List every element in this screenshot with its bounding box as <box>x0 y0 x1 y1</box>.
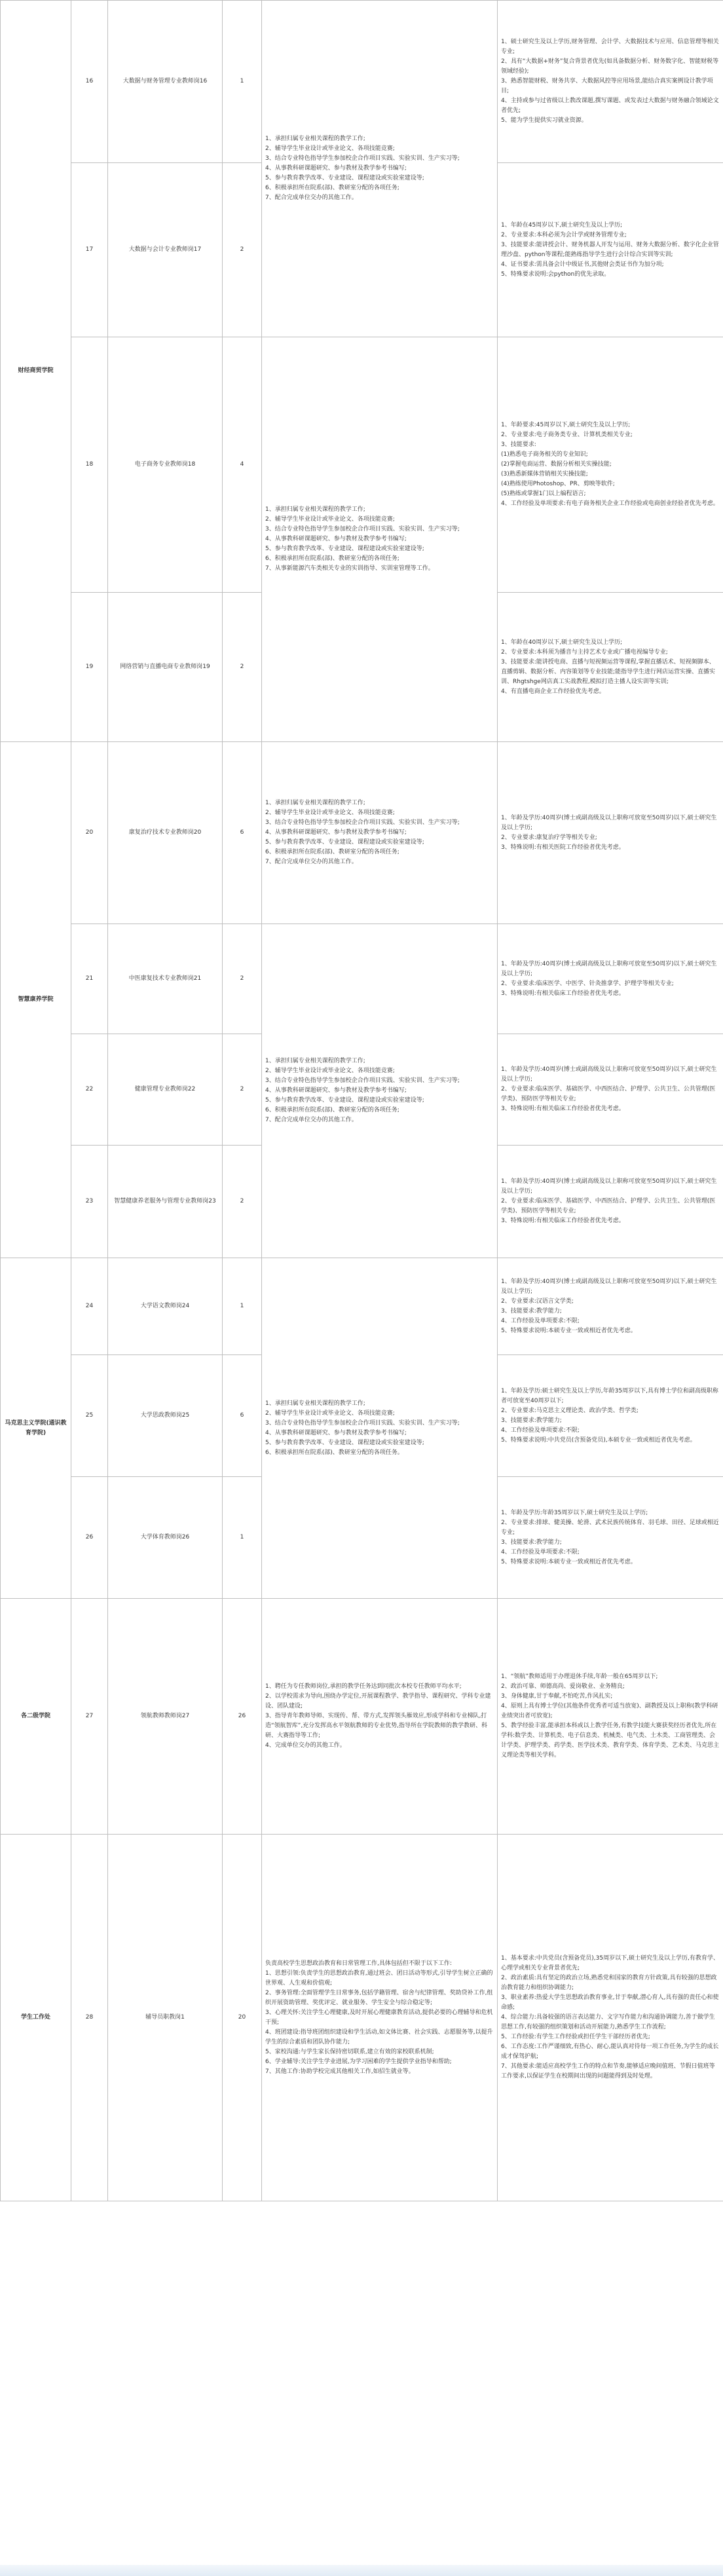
dept-cell: 各二级学院 <box>1 1599 71 1835</box>
cell-line: 4、从事教科研课题研究、参与教材及教学参考书编写; <box>265 829 407 836</box>
cell-line: 3、结合专业特色指导学生参加校企合作项目实践、实验实训、生产实习等; <box>265 1419 460 1427</box>
position-cell: 网络营销与直播电商专业教师岗19 <box>108 593 223 742</box>
cell-line: 4、综合能力:具备较强的语言表达能力、文字写作能力和沟通协调能力,善于做学生思想工作,有较强的组织策划和活动开展能力,熟悉学生工作流程; <box>501 2014 715 2030</box>
cell-line: 2、事务管理:全面管理学生日常事务,包括学籍管理、宿舍与纪律管理、奖助贷补工作,组织开展资助管理、奖优评定、就业服务、学生安全与综合稳定等; <box>265 1989 493 2006</box>
cell-line: 6、积极承担所在院系(部)、教研室分配的各项任务; <box>265 849 399 855</box>
cell-line: 4、从事教科研课题研究、参与教材及教学参考书编写; <box>265 165 407 172</box>
cell-line: 6、学业辅导:关注学生学业进展,为学习困难的学生提供学业指导和帮助; <box>265 2058 452 2065</box>
cell-line: 5、特殊要求说明:本硕专业一致或相近者优先考虑。 <box>501 1327 637 1334</box>
cell-line: 4、主持或参与过省级以上教改课题,撰写课题、或发表过大数据与财务融合领域论文者优先; <box>501 98 719 114</box>
position-cell: 辅导员职教岗1 <box>108 1835 223 2201</box>
cell-line: (1)熟悉电子商务相关的专业知识; <box>501 451 588 458</box>
cell-line: 2、专业要求:康复治疗学等相关专业; <box>501 834 597 841</box>
cell-line: 5、参与教育教学改革、专业建设、课程建设或实验室建设等; <box>265 839 424 846</box>
cell-line: 7、其他工作:协助学校完成其他相关工作,如招生就业等。 <box>265 2068 415 2075</box>
cell-line: 1、年龄及学历:40周岁(博士或副高级及以上职称可放宽至50周岁)以下,硕士研究生及以上学历; <box>501 814 717 831</box>
cell-line: 5、参与教育教学改革、专业建设、课程建设或实验室建设等; <box>265 1097 424 1104</box>
requirement-cell <box>498 1034 723 1146</box>
seq-cell: 18 <box>71 337 108 593</box>
cell-line: 3、特殊说明:有相关医院工作经验者优先考虑。 <box>501 844 625 851</box>
cell-line: 负责高校学生思想政治教育和日常管理工作,具体包括但不限于以下工作: <box>265 1960 452 1967</box>
duty-cell <box>262 1599 498 1835</box>
cell-line: 4、工作经验及单项要求:不限; <box>501 1427 580 1434</box>
position-cell: 康复治疗技术专业教师岗20 <box>108 742 223 924</box>
cell-line: 3、技能要求:教学能力; <box>501 1539 562 1546</box>
cell-line: 2、专业要求:排球、健美操、轮滑、武术民族传统体育、羽毛球、田径、足球或相近专业; <box>501 1519 719 1536</box>
cell-line: 5、参与教育教学改革、专业建设、课程建设或实验室建设等; <box>265 1439 424 1446</box>
cell-line: (5)熟练或掌握1门以上编程语言; <box>501 491 586 497</box>
position-cell: 大学思政教师岗25 <box>108 1355 223 1477</box>
cell-line: 7、配合完成单位交办的其他工作。 <box>265 859 358 865</box>
cell-line: 3、技能要求: <box>501 441 536 448</box>
count-cell: 20 <box>223 1835 262 2201</box>
cell-line: 3、技能要求:能讲授会计、财务机器人开发与运用、财务大数据分析、数字化企业管理沙盘、python等课程;能熟练指导学生进行会计综合实训等实训; <box>501 241 719 258</box>
cell-line: (3)熟悉新媒体营销相关实操技能; <box>501 471 588 477</box>
count-cell: 2 <box>223 924 262 1034</box>
cell-line: 4、证书要求:需具备会计中级证书,其他财会类证书作为加分项; <box>501 261 664 268</box>
cell-line: 1、思想引领:负责学生的思想政治教育,通过班会、团日活动等形式,引导学生树立正确的世界观、人生观和价值观; <box>265 1969 493 1987</box>
duty-cell <box>262 1258 498 1599</box>
count-cell: 2 <box>223 593 262 742</box>
table-row <box>1 1599 723 1835</box>
duty-cell <box>262 1 498 337</box>
cell-line: 5、工作经验:有学生工作经验或担任学生干部经历者优先; <box>501 2034 650 2040</box>
cell-line: 3、指导青年教师导师、实现传、帮、带方式,发挥领头雁效应,形成学科和专业梯队,打造“领航智库”,充分发挥高水平领航教师的专业优势,指导所在学院教师的教学教研、科研、大赛指导等工作; <box>265 1713 488 1739</box>
cell-line: 4、有直播电商企业工作经验优先考虑。 <box>501 688 605 695</box>
cell-line: 5、特殊要求说明:中共党员(含预备党员),本硕专业一致或相近者优先考虑。 <box>501 1436 696 1444</box>
seq-cell: 20 <box>71 742 108 924</box>
cell-line: 3、特殊说明:有相关临床工作经验者优先考虑。 <box>501 1218 625 1224</box>
seq-cell: 17 <box>71 163 108 337</box>
position-cell: 智慧健康养老服务与管理专业教师岗23 <box>108 1146 223 1258</box>
cell-line: 5、特殊要求说明:本硕专业一致或相近者优先考虑。 <box>501 1558 637 1565</box>
requirement-cell <box>498 1258 723 1355</box>
seq-cell: 21 <box>71 924 108 1034</box>
cell-line: 2、辅导学生毕业设计或毕业论文、各项技能竞赛; <box>265 1068 395 1074</box>
cell-line: 2、辅导学生毕业设计或毕业论文、各项技能竞赛; <box>265 145 395 152</box>
cell-line: 2、专业要求:临床医学、中医学、针灸推拿学、护理学等相关专业; <box>501 980 674 987</box>
count-cell: 6 <box>223 1355 262 1477</box>
cell-line: 7、配合完成单位交办的其他工作。 <box>265 195 358 201</box>
cell-line: 1、年龄及学历:硕士研究生及以上学历,年龄35周岁以下,具有博士学位和副高级职称者可放宽至40周岁以下; <box>501 1387 718 1404</box>
cell-line: 3、结合专业特色指导学生参加校企合作项目实践、实验实训、生产实习等; <box>265 819 460 826</box>
requirement-cell <box>498 1355 723 1477</box>
cell-line: 1、年龄及学历:年龄35周岁以下,硕士研究生及以上学历; <box>501 1509 648 1516</box>
position-cell: 电子商务专业教师岗18 <box>108 337 223 593</box>
cell-line: 5、特殊要求说明:会python的优先录取。 <box>501 271 610 278</box>
cell-line: 5、参与教育教学改革、专业建设、课程建设或实验室建设等; <box>265 175 424 181</box>
duty-cell <box>262 742 498 924</box>
cell-line: 6、积极承担所在院系(部)、教研室分配的各项任务; <box>265 185 399 191</box>
duty-cell <box>262 337 498 742</box>
cell-line: 4、工作经验及单项要求:有电子商务相关企业工作经验或电商创业经验者优先考虑。 <box>501 500 719 507</box>
cell-line: 4、班团建设:指导班团组织建设和学生活动,如文体比赛、社会实践、志愿服务等,以提升学生的综合素质和团队协作能力; <box>265 2028 493 2045</box>
requirement-cell <box>498 924 723 1034</box>
cell-line: 2、专业要求:汉语言文学类; <box>501 1297 574 1305</box>
cell-line: 1、年龄及学历:40周岁(博士或副高级及以上职称可放宽至50周岁)以下,硕士研究生及以上学历; <box>501 1178 717 1195</box>
cell-line: 1、承担归属专业相关课程的教学工作; <box>265 136 365 142</box>
cell-line: 6、工作态度:工作严谨细致,有热心、耐心,能认真对待每一项工作任务,为学生的成长成才保驾护航; <box>501 2044 719 2060</box>
table-row <box>1 337 723 593</box>
cell-line: 1、聘任为专任教师岗位,承担的教学任务达到同批次本校专任教师平均水平; <box>265 1683 462 1690</box>
cell-line: 6、积极承担所在院系(部)、教研室分配的各项任务; <box>265 1107 399 1113</box>
requirement-cell <box>498 1 723 163</box>
cell-line: 2、辅导学生毕业设计或毕业论文、各项技能竞赛; <box>265 516 395 523</box>
cell-line: 5、家校沟通:与学生家长保持密切联系,建立有效的家校联系机制; <box>265 2048 434 2055</box>
cell-line: 3、技能要求:教学能力; <box>501 1307 562 1315</box>
cell-line: 2、专业要求:电子商务类专业、计算机类相关专业; <box>501 432 633 438</box>
cell-line: 2、专业要求:临床医学、基础医学、中西医结合、护理学、公共卫生、公共管理(医学类)、预防医学等相关专业; <box>501 1086 716 1102</box>
cell-line: 1、年龄及学历:40周岁(博士或副高级及以上职称可放宽至50周岁)以下,硕士研究生及以上学历; <box>501 960 717 977</box>
cell-line: 3、结合专业特色指导学生参加校企合作项目实践、实验实训、生产实习等; <box>265 155 460 162</box>
dept-cell: 马克思主义学院(通识教育学院) <box>1 1258 71 1599</box>
seq-cell: 22 <box>71 1034 108 1146</box>
count-cell: 26 <box>223 1599 262 1835</box>
seq-cell: 25 <box>71 1355 108 1477</box>
cell-line: 2、具有“大数据+财务”复合背景者优先(如具备数据分析、财务数字化、智能财税等领域经验); <box>501 58 719 75</box>
cell-line: 7、配合完成单位交办的其他工作。 <box>265 1117 358 1123</box>
dept-cell: 学生工作处 <box>1 1835 71 2201</box>
cell-line: 3、熟悉智能财税、财务共享、大数据风控等应用场景,能结合真实案例设计教学项目; <box>501 78 713 94</box>
position-cell: 大数据与会计专业教师岗17 <box>108 163 223 337</box>
cell-line: 3、职业素养:热爱大学生思想政治教育事业,甘于奉献,潜心育人,具有强的责任心和使命感; <box>501 1994 719 2011</box>
count-cell: 4 <box>223 337 262 593</box>
requirement-cell <box>498 163 723 337</box>
table-row <box>1 1 723 163</box>
cell-line: 1、硕士研究生及以上学历,财务管理、会计学、大数据技术与应用、信息管理等相关专业; <box>501 39 719 55</box>
cell-line: 1、年龄在45周岁以下,硕士研究生及以上学历; <box>501 221 623 229</box>
table-row <box>1 742 723 924</box>
cell-line: 3、结合专业特色指导学生参加校企合作项目实践、实验实训、生产实习等; <box>265 526 460 532</box>
cell-line: 2、辅导学生毕业设计或毕业论文、各项技能竞赛; <box>265 810 395 816</box>
cell-line: (2)掌握电商运营、数据分析相关实操技能; <box>501 461 612 468</box>
cell-line: 4、从事教科研课题研究、参与教材及教学参考书编写; <box>265 1087 407 1094</box>
requirement-cell <box>498 593 723 742</box>
cell-line: 1、年龄在40周岁以下,硕士研究生及以上学历; <box>501 639 623 646</box>
cell-line: 5、能为学生提供实习就业资源。 <box>501 117 587 124</box>
cell-line: 4、从事教科研课题研究、参与教材及教学参考书编写; <box>265 536 407 542</box>
count-cell: 1 <box>223 1477 262 1599</box>
dept-cell: 智慧康养学院 <box>1 742 71 1258</box>
cell-line: 2、政治素质:具有坚定的政治立场,熟悉党和国家的教育方针政策,具有较强的思想政治教育能力和组织协调能力; <box>501 1975 717 1991</box>
table-row <box>1 1835 723 2201</box>
cell-line: 6、积极承担所在院系(部)、教研室分配的各项任务; <box>265 555 399 562</box>
cell-line: 4、原则上具有博士学位(其他条件优秀者可适当放宽)、副教授及以上职称(教学科研业绩突出者可放宽); <box>501 1703 718 1719</box>
cell-line: 3、结合专业特色指导学生参加校企合作项目实践、实验实训、生产实习等; <box>265 1077 460 1084</box>
cell-line: 1、“领航”教师适用于办理退休手续,年龄一般在65周岁以下; <box>501 1673 658 1680</box>
position-cell: 大学体育教师岗26 <box>108 1477 223 1599</box>
count-cell: 1 <box>223 1 262 163</box>
cell-line: 5、参与教育教学改革、专业建设、课程建设或实验室建设等; <box>265 546 424 552</box>
position-cell: 大学语文教师岗24 <box>108 1258 223 1355</box>
count-cell: 2 <box>223 1146 262 1258</box>
position-cell: 领航教师教师岗27 <box>108 1599 223 1835</box>
cell-line: (4)熟练使用Photoshop、PR、剪映等软件; <box>501 481 615 487</box>
cell-line: 1、基本要求:中共党员(含预备党员),35周岁以下,硕士研究生及以上学历,有教育学、心理学或相关专业背景者优先; <box>501 1955 719 1971</box>
duty-cell <box>262 1835 498 2201</box>
cell-line: 2、政治可靠、师德高尚、爱岗敬业、业务精良; <box>501 1683 625 1690</box>
count-cell: 6 <box>223 742 262 924</box>
cell-line: 7、其他要求:能适应高校学生工作的特点和节奏,能够适应晚间值班、节假日值班等工作要求,以保证学生在校期间出现的问题能得到及时处理。 <box>501 2063 715 2080</box>
seq-cell: 23 <box>71 1146 108 1258</box>
cell-line: 2、专业要求:本科必须为会计学或财务管理专业; <box>501 231 627 238</box>
count-cell: 1 <box>223 1258 262 1355</box>
cell-line: 6、积极承担所在院系(部)、教研室分配的各项任务。 <box>265 1449 403 1456</box>
cell-line: 1、承担归属专业相关课程的教学工作; <box>265 800 365 806</box>
seq-cell: 27 <box>71 1599 108 1835</box>
seq-cell: 28 <box>71 1835 108 2201</box>
seq-cell: 26 <box>71 1477 108 1599</box>
position-cell: 健康管理专业教师岗22 <box>108 1034 223 1146</box>
cell-line: 4、工作经验及单项要求:不限; <box>501 1548 580 1556</box>
cell-line: 2、专业要求:马克思主义理论类、政治学类、哲学类; <box>501 1407 639 1414</box>
cell-line: 2、以学校需求为导向,围绕办学定位,开展课程教学、教学指导、课程研究、学科专业建设、团队建设; <box>265 1693 491 1709</box>
requirement-cell <box>498 1835 723 2201</box>
cell-line: 1、年龄要求:45周岁以下,硕士研究生及以上学历; <box>501 422 631 428</box>
requirement-cell <box>498 1146 723 1258</box>
cell-line: 4、完成单位交办的其他工作。 <box>265 1742 346 1749</box>
page-footer-band <box>0 2565 723 2576</box>
seq-cell: 24 <box>71 1258 108 1355</box>
cell-line: 7、从事新能源汽车类相关专业的实训指导、实训室管理等工作。 <box>265 565 434 572</box>
cell-line: 4、工作经验及单项要求:不限; <box>501 1317 580 1324</box>
seq-cell: 19 <box>71 593 108 742</box>
table-row <box>1 924 723 1034</box>
requirement-cell <box>498 1477 723 1599</box>
cell-line: 3、特殊说明:有相关临床工作经验者优先考虑。 <box>501 990 625 997</box>
seq-cell: 16 <box>71 1 108 163</box>
position-cell: 中医康复技术专业教师岗21 <box>108 924 223 1034</box>
duty-cell <box>262 924 498 1258</box>
cell-line: 1、承担归属专业相关课程的教学工作; <box>265 1400 365 1407</box>
count-cell: 2 <box>223 1034 262 1146</box>
cell-line: 3、技能要求:能讲授电商、直播与短视频运营等课程,掌握直播话术、短视频脚本、直播剪辑、数据分析、内容策划等专业技能;能指导学生进行网店运营实操、直播实训、Rhgtshge网店真工实战教程,模拟打造主播人设实训等实训; <box>501 658 716 685</box>
cell-line: 3、特殊说明:有相关临床工作经验者优先考虑。 <box>501 1106 625 1112</box>
requirement-cell <box>498 337 723 593</box>
cell-line: 4、从事教科研课题研究、参与教材及教学参考书编写; <box>265 1429 407 1436</box>
cell-line: 1、年龄及学历:40周岁(博士或副高级及以上职称可放宽至50周岁)以下,硕士研究生及以上学历; <box>501 1066 717 1083</box>
requirement-cell <box>498 1599 723 1835</box>
count-cell: 2 <box>223 163 262 337</box>
cell-line: 3、技能要求:教学能力; <box>501 1417 562 1424</box>
dept-cell: 财经商贸学院 <box>1 1 71 742</box>
cell-line: 2、专业要求:本科须为播音与主持艺术专业或广播电视编导专业; <box>501 648 668 656</box>
cell-line: 3、心理关怀:关注学生心理健康,及时开展心理健康教育活动,提供必要的心理辅导和危机干预; <box>265 2009 493 2026</box>
cell-line: 5、教学经验丰富,能承担本科或以上教学任务,有教学技能大赛获奖经历者优先,所在学科:数学类、计算机类、电子信息类、机械类、电气类、土木类、工商管理类、会计学类、护理学类、药学类、医学技术类、教育学类、体育学类、艺术类、马克思主义理论类等相关学科。 <box>501 1723 720 1759</box>
cell-line: 2、辅导学生毕业设计或毕业论文、各项技能竞赛; <box>265 1409 395 1417</box>
cell-line: 1、承担归属专业相关课程的教学工作; <box>265 506 365 513</box>
cell-line: 1、年龄及学历:40周岁(博士或副高级及以上职称可放宽至50周岁)以下,硕士研究生及以上学历; <box>501 1278 717 1295</box>
cell-line: 2、专业要求:临床医学、基础医学、中西医结合、护理学、公共卫生、公共管理(医学类)、预防医学等相关专业; <box>501 1198 716 1214</box>
position-cell: 大数据与财务管理专业教师岗16 <box>108 1 223 163</box>
requirement-cell <box>498 742 723 924</box>
cell-line: 1、承担归属专业相关课程的教学工作; <box>265 1058 365 1064</box>
table-row <box>1 1258 723 1355</box>
cell-line: 3、身体健康,甘于奉献,不怕吃苦,作风扎实; <box>501 1693 613 1700</box>
